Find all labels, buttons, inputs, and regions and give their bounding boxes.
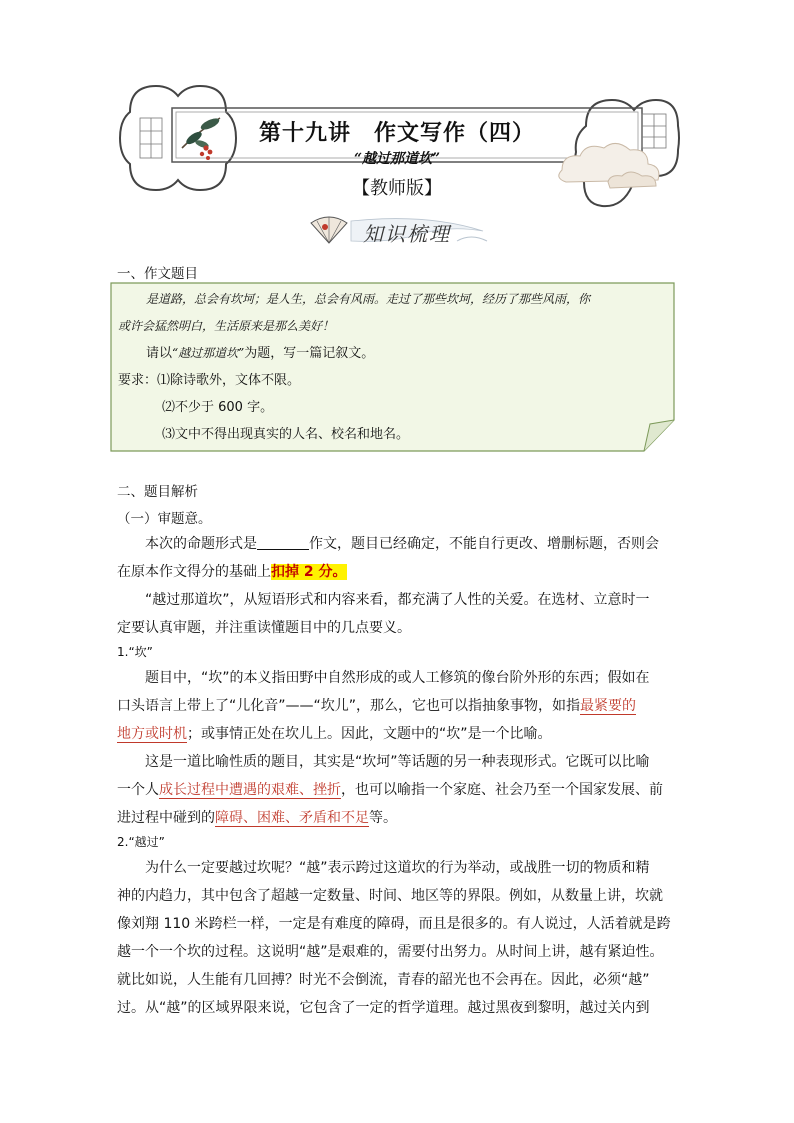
point-heading-kan: 1.“坎” [117,645,153,659]
fan-icon [311,217,347,243]
prompt-requirement: 要求：⑴除诗歌外，文体不限。 [118,373,301,388]
key-phrase: 最紧要的 [580,698,637,714]
key-phrase: 成长过程中遭遇的艰难、挫折 [159,782,341,798]
key-phrase: 障碍、困难、矛盾和不足 [215,810,369,826]
knowledge-badge-text: 知识梳理 [363,222,451,246]
prompt-requirement: ⑶文中不得出现真实的人名、校名和地名。 [162,427,410,442]
lesson-subtitle: “越过那道坎” [353,151,441,167]
analysis-paragraph-1: 本次的命题形式是 作文，题目已经确定，不能自行更改、增删标题，否则会 在原本作文得分的基础上扣掉 2 分。 [117,536,659,580]
analysis-paragraph-4: 这是一道比喻性质的题目，其实是“坎坷”等话题的另一种表现形式。它既可以比喻 一个人成长过程中遭遇的艰难、挫折，也可以喻指一个家庭、社会乃至一个国家发展、前 进过程中碰到的障碍、困难、矛盾和不足等。 [117,754,663,826]
analysis-paragraph-2: “越过那道坎”，从短语形式和内容来看，都充满了人性的关爱。在选材、立意时一 定要认真审题，并注重读懂题目中的几点要义。 [117,592,650,636]
prompt-content [118,286,666,448]
point-heading-yueguo: 2.“越过” [117,835,165,849]
prompt-quote-line: 是道路，总会有坎坷；是人生，总会有风雨。走过了那些坎坷，经历了那些风雨，你 [146,292,591,306]
prompt-instruction: 请以“越过那道坎”为题，写一篇记叙文。 [146,346,375,361]
prompt-quote-line: 或许会猛然明白，生活原来是那么美好！ [118,319,335,333]
analysis-paragraph-3: 题目中，“坎”的本义指田野中自然形成的或人工修筑的像台阶外形的东西；假如在 口头语言上带上了“儿化音”——“坎儿”，那么，它也可以指抽象事物，如指最紧要的 地方或时机；或事情正处在坎儿上。因此，文题中的“坎”是一个比喻。 [117,670,650,742]
edition-label: 【教师版】 [352,178,442,199]
sub-heading-review: （一）审题意。 [117,511,212,527]
prompt-requirement: ⑵不少于 600 字。 [162,400,274,415]
key-phrase: 地方或时机 [117,726,187,742]
fill-blank [257,535,309,550]
highlight-deduction: 扣掉 2 分。 [271,564,347,580]
lesson-title: 第十九讲 作文写作（四） [258,120,535,146]
section-heading-analysis: 二、题目解析 [117,484,198,500]
section-heading-topic: 一、作文题目 [117,266,198,282]
analysis-paragraph-5: 为什么一定要越过坎呢？“越”表示跨过这道坎的行为举动，或战胜一切的物质和精 神的内趋力，其中包含了超越一定数量、时间、地区等的界限。例如，从数量上讲，坎就 像刘翔 110 米跨栏一样，一定是有难度的障碍，而且是很多的。有人说过，人活着就是跨 越一个一个坎的过程。这说明“越”是艰难的，需要付出努力。从时间上讲，越有紧迫性。 就比如说，人生能有几回搏？时光不会倒流，青春的韶光也不会再在。因此，必须“越” 过。从“越”的区域界限来说，它包含了一定的哲学道理。越过黑夜到黎明，越过关内到 [117,860,671,1016]
